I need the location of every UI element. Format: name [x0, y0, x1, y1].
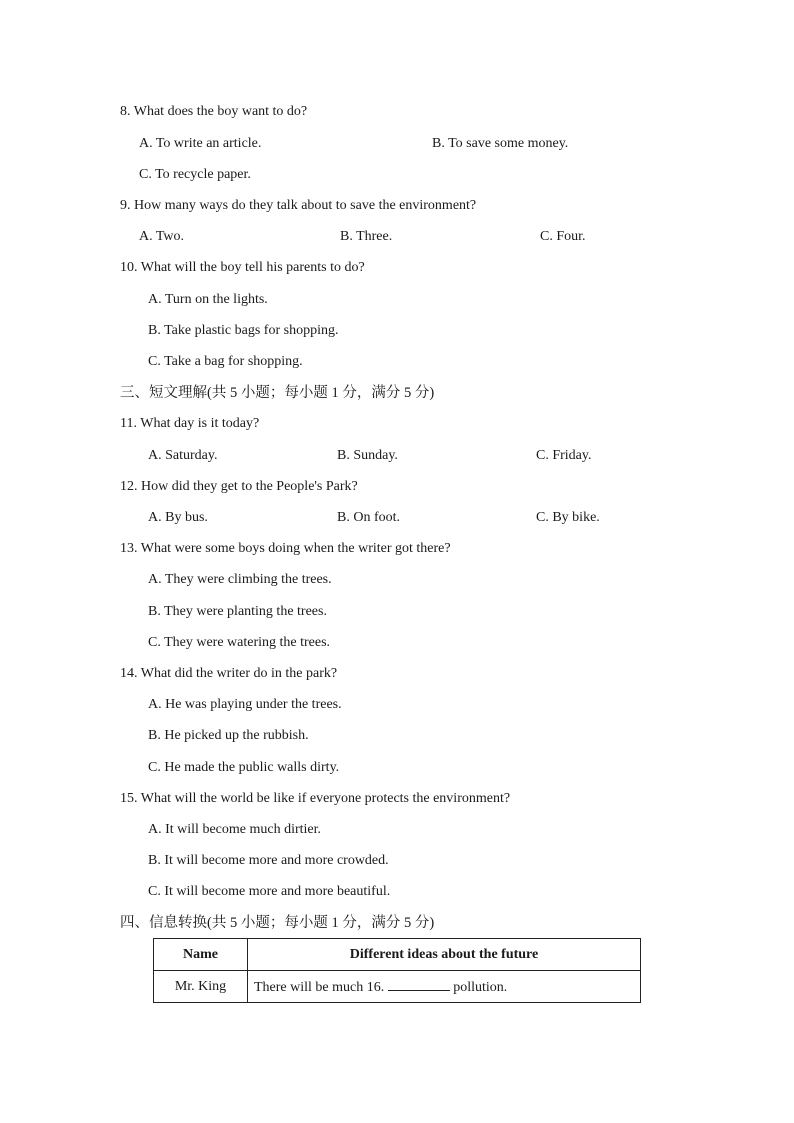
info-table [153, 938, 641, 1003]
q14-option-b: B. He picked up the rubbish. [148, 728, 309, 743]
question-15: 15. What will the world be like if everyone protects the environment? [120, 791, 511, 806]
table-row [154, 971, 641, 1003]
question-10: 10. What will the boy tell his parents to do? [120, 260, 365, 275]
q8-option-c: C. To recycle paper. [139, 167, 251, 182]
q11-option-b: B. Sunday. [337, 448, 398, 463]
q13-option-a: A. They were climbing the trees. [148, 572, 332, 587]
section-4-heading: 四、信息转换(共 5 小题；每小题 1 分，满分 5 分) [120, 915, 435, 931]
header-name: Name [154, 939, 248, 971]
question-9: 9. How many ways do they talk about to save the environment? [120, 198, 477, 213]
question-12: 12. How did they get to the People's Park? [120, 479, 358, 494]
q13-option-b: B. They were planting the trees. [148, 604, 327, 619]
section-3-heading: 三、短文理解(共 5 小题；每小题 1 分，满分 5 分) [120, 385, 435, 401]
question-13: 13. What were some boys doing when the writer got there? [120, 541, 451, 556]
row-name: Mr. King [154, 971, 248, 1003]
q11-option-a: A. Saturday. [148, 448, 218, 463]
q10-option-b: B. Take plastic bags for shopping. [148, 323, 339, 338]
q14-option-c: C. He made the public walls dirty. [148, 760, 340, 775]
q10-option-a: A. Turn on the lights. [148, 292, 268, 307]
q8-option-a: A. To write an article. [139, 136, 262, 151]
q8-option-b: B. To save some money. [432, 136, 569, 151]
q14-option-a: A. He was playing under the trees. [148, 697, 342, 712]
q12-option-c: C. By bike. [536, 510, 600, 525]
q11-option-c: C. Friday. [536, 448, 592, 463]
header-ideas: Different ideas about the future [248, 939, 641, 971]
row-text-after: pollution. [453, 979, 508, 995]
q10-option-c: C. Take a bag for shopping. [148, 354, 303, 369]
answer-blank-16[interactable] [388, 978, 450, 991]
q12-option-b: B. On foot. [337, 510, 400, 525]
question-8: 8. What does the boy want to do? [120, 104, 308, 119]
row-ideas [248, 971, 641, 1003]
q9-option-a: A. Two. [139, 229, 185, 244]
q9-option-c: C. Four. [540, 229, 586, 244]
q15-option-c: C. It will become more and more beautiful. [148, 884, 391, 899]
row-text-before: There will be much 16. [254, 979, 385, 995]
q13-option-c: C. They were watering the trees. [148, 635, 331, 650]
question-11: 11. What day is it today? [120, 416, 260, 431]
q9-option-b: B. Three. [340, 229, 393, 244]
table-header-row [154, 939, 641, 971]
q12-option-a: A. By bus. [148, 510, 208, 525]
q15-option-a: A. It will become much dirtier. [148, 822, 322, 837]
q15-option-b: B. It will become more and more crowded. [148, 853, 389, 868]
question-14: 14. What did the writer do in the park? [120, 666, 338, 681]
